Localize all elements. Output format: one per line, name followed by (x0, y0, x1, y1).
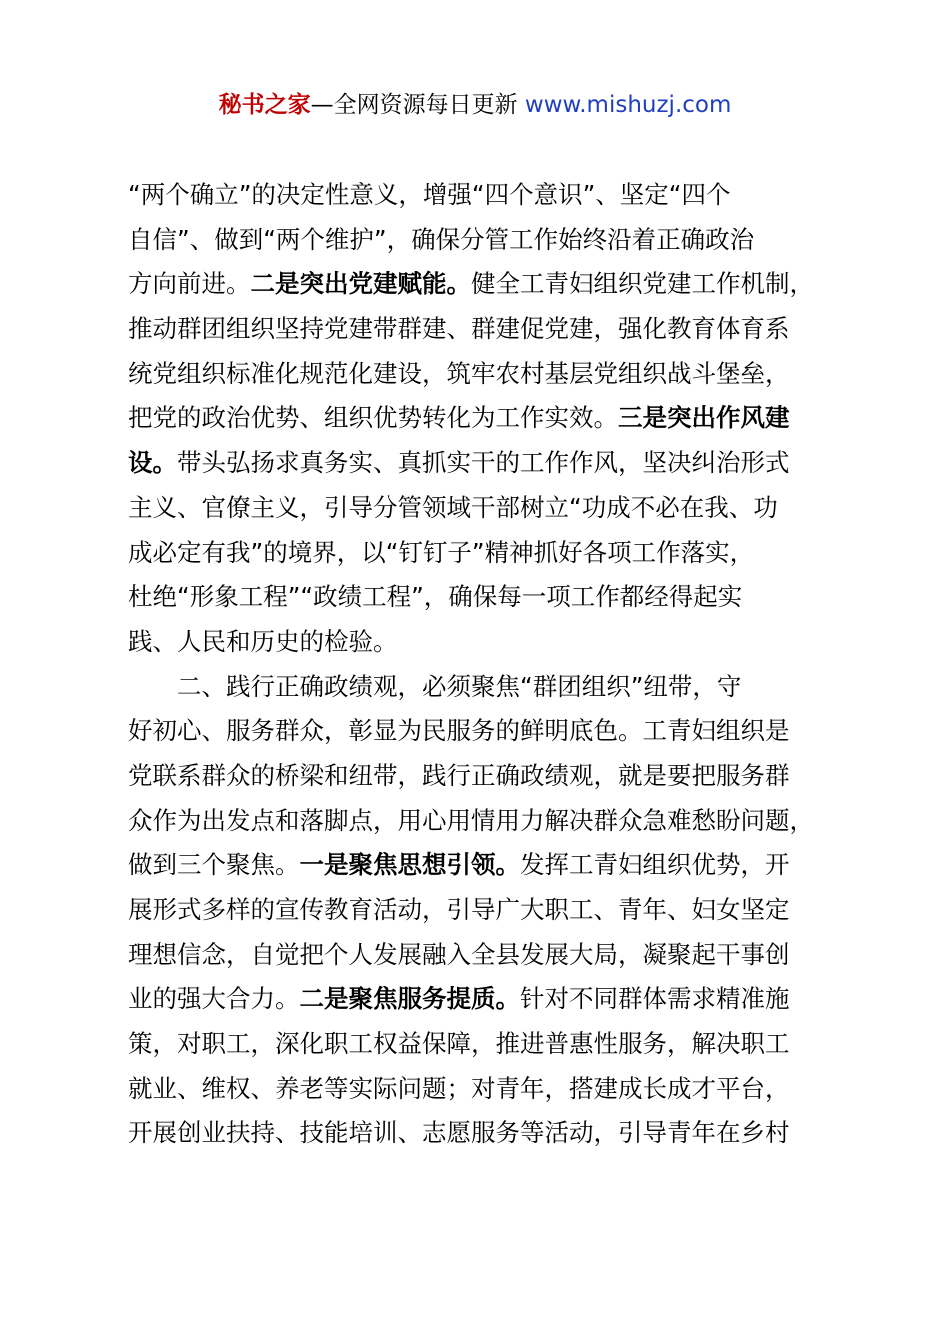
text-run: 好初心、服务群众，彰显为民服务的鲜明底色。工青妇组织是 (128, 716, 790, 746)
text-line (128, 441, 840, 486)
text-line (128, 1022, 840, 1067)
text-line (128, 799, 840, 844)
text-run: 主义、官僚主义，引导分管领域干部树立“功成不必在我、功 (128, 492, 778, 522)
header-brand: 秘书之家 (218, 92, 311, 118)
bold-heading-text: 二是突出党建赋能。 (250, 269, 471, 299)
text-line (128, 218, 840, 263)
bold-heading-text: 一是聚焦思想引领。 (299, 850, 520, 880)
text-line (128, 709, 840, 754)
page-header (0, 88, 950, 122)
text-run: 成必定有我”的境界，以“钉钉子”精神抓好各项工作落实， (128, 537, 755, 567)
text-run: “两个确立”的决定性意义，增强“四个意识”、坚定“四个 (128, 180, 731, 209)
text-run: 健全工青妇组织党建工作机制， (471, 269, 814, 299)
text-run: 党联系群众的桥梁和纽带，践行正确政绩观，就是要把服务群 (128, 760, 790, 790)
text-run: 开展创业扶持、技能培训、志愿服务等活动，引导青年在乡村 (128, 1118, 790, 1148)
text-run: 针对不同群体需求精准施 (520, 984, 790, 1014)
text-run: 就业、维权、养老等实际问题；对青年，搭建成长成才平台， (128, 1073, 790, 1103)
text-run: 方向前进。 (128, 269, 251, 299)
text-line (128, 173, 840, 218)
text-line (128, 352, 840, 397)
bold-heading-text: 设。 (128, 448, 177, 478)
text-line (128, 262, 840, 307)
text-run: 业的强大合力。 (128, 984, 300, 1014)
text-line (128, 307, 840, 352)
text-line (128, 665, 840, 710)
text-run: 统党组织标准化规范化建设，筑牢农村基层党组织战斗堡垒， (128, 358, 790, 388)
text-line (128, 933, 840, 978)
text-run: 展形式多样的宣传教育活动，引导广大职工、青年、妇女坚定 (128, 895, 790, 924)
text-run: 践、人民和历史的检验。 (128, 626, 398, 656)
bold-heading-text: 三是突出作风建 (618, 403, 790, 433)
text-line (128, 1067, 840, 1112)
text-run: 带头弘扬求真务实、真抓实干的工作作风，坚决纠治形式 (177, 448, 790, 478)
text-line (128, 1111, 840, 1156)
text-line (128, 531, 840, 576)
text-line (128, 396, 840, 441)
text-line (128, 888, 840, 933)
text-line (128, 977, 840, 1022)
text-line (128, 486, 840, 531)
document-body (128, 173, 840, 1156)
text-line (128, 575, 840, 620)
text-line (128, 754, 840, 799)
text-run: 把党的政治优势、组织优势转化为工作实效。 (128, 403, 618, 433)
text-line (128, 620, 840, 665)
text-run: 策，对职工，深化职工权益保障，推进普惠性服务，解决职工 (128, 1029, 790, 1059)
text-run: 理想信念，自觉把个人发展融入全县发展大局，凝聚起干事创 (128, 939, 790, 969)
text-run: 发挥工青妇组织优势，开 (520, 850, 790, 880)
text-run: 众作为出发点和落脚点，用心用情用力解决群众急难愁盼问题， (128, 805, 814, 835)
text-run: 自信”、做到“两个维护”，确保分管工作始终沿着正确政治 (128, 224, 755, 254)
text-line (128, 843, 840, 888)
text-run: 推动群团组织坚持党建带群建、群建促党建，强化教育体育系 (128, 314, 790, 344)
bold-heading-text: 二是聚焦服务提质。 (299, 984, 520, 1014)
text-run: 杜绝“形象工程”“政绩工程”，确保每一项工作都经得起实 (128, 582, 743, 612)
text-run: 二、践行正确政绩观，必须聚焦“群团组织”纽带，守 (177, 671, 742, 701)
text-run: 做到三个聚焦。 (128, 850, 300, 880)
header-tagline: —全网资源每日更新 (310, 92, 518, 118)
header-url-link[interactable]: www.mishuzj.com (524, 92, 732, 118)
